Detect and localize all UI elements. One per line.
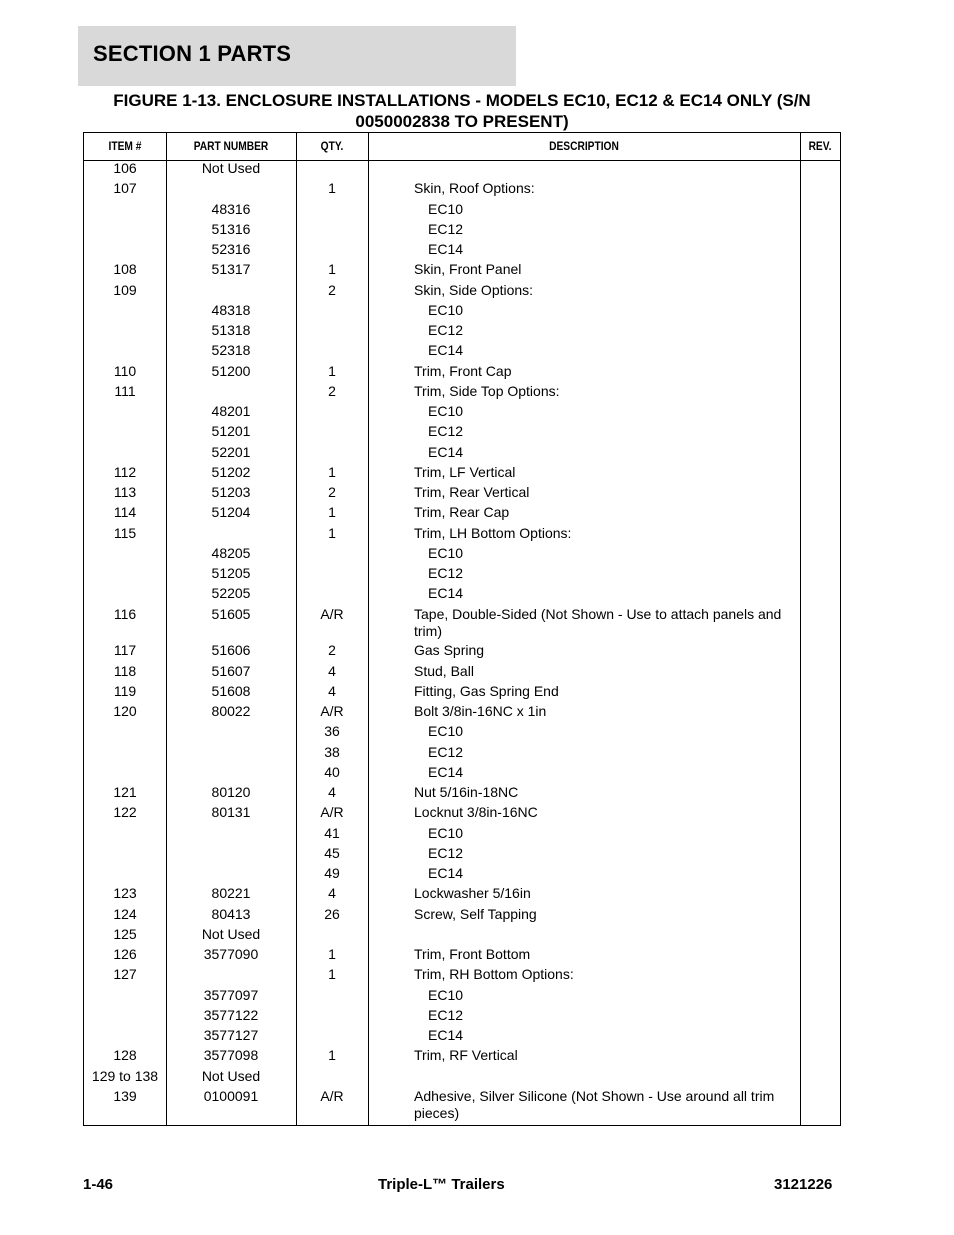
column-divider	[800, 133, 801, 1125]
description-cell: EC14	[428, 763, 464, 780]
qty-cell: 1	[328, 946, 336, 962]
item-cell: 107	[113, 180, 137, 197]
part-number-cell: 51202	[211, 463, 251, 480]
part-number-cell: 3577122	[203, 1006, 259, 1023]
qty-cell: 2	[328, 281, 336, 298]
description-cell: Trim, Front Cap	[414, 362, 512, 379]
qty-cell: 1	[328, 504, 336, 521]
description-cell: Locknut 3/8in-16NC	[414, 804, 538, 821]
qty-cell: 1	[328, 524, 336, 541]
part-number-cell: 52205	[211, 585, 251, 602]
qty-cell: A/R	[320, 804, 344, 821]
header-qty: QTY.	[320, 139, 344, 153]
description-cell: Fitting, Gas Spring End	[414, 682, 559, 699]
description-cell: EC12	[428, 565, 464, 581]
part-number-cell: 51605	[211, 605, 251, 622]
qty-cell: A/R	[320, 703, 344, 719]
description-cell: EC10	[428, 301, 464, 318]
qty-cell: 4	[328, 885, 336, 902]
part-number-cell: Not Used	[201, 160, 261, 176]
qty-cell: 1	[328, 966, 336, 983]
description-cell: EC14	[428, 585, 464, 602]
item-cell: 111	[114, 382, 136, 399]
qty-cell: 36	[324, 723, 340, 740]
section-header	[78, 26, 516, 86]
qty-cell: 38	[324, 743, 340, 760]
qty-cell: 2	[328, 642, 336, 659]
description-cell: EC12	[428, 1006, 464, 1023]
qty-cell: 2	[328, 484, 336, 500]
part-number-cell: 48318	[211, 301, 251, 318]
description-cell: EC12	[428, 844, 464, 861]
item-cell: 114	[113, 504, 137, 521]
description-cell: Trim, Rear Vertical	[414, 484, 530, 500]
item-cell: 121	[113, 784, 137, 800]
description-cell: EC10	[428, 544, 464, 561]
description-cell: EC10	[428, 403, 464, 419]
part-number-cell: 52316	[211, 241, 251, 257]
description-cell: Trim, Front Bottom	[414, 946, 531, 962]
description-cell: EC10	[428, 986, 464, 1003]
item-cell: 118	[113, 662, 137, 679]
footer-page-number: 1-46	[83, 1176, 114, 1193]
part-number-cell: 80120	[211, 784, 251, 800]
part-number-cell: 51606	[211, 642, 251, 659]
part-number-cell: Not Used	[201, 925, 261, 942]
part-number-cell: 48201	[211, 403, 251, 419]
item-cell: 116	[113, 605, 137, 622]
part-number-cell: 51201	[211, 423, 251, 440]
item-cell: 108	[113, 261, 137, 278]
description-cell: EC14	[428, 342, 464, 359]
item-cell: 109	[113, 281, 137, 298]
description-cell: EC12	[428, 220, 464, 237]
part-number-cell: 80413	[211, 905, 251, 922]
description-cell: Tape, Double-Sided (Not Shown - Use to attach panels and trim)	[414, 605, 782, 639]
part-number-cell: 51607	[211, 662, 251, 679]
item-cell: 115	[113, 524, 137, 541]
item-cell: 117	[113, 642, 137, 659]
part-number-cell: 51205	[211, 565, 251, 581]
part-number-cell: 80221	[211, 885, 251, 902]
part-number-cell: 51317	[211, 261, 251, 278]
description-cell: Skin, Side Options:	[414, 281, 534, 298]
description-cell: Trim, Rear Cap	[414, 504, 510, 521]
qty-cell: 41	[324, 824, 340, 841]
description-cell: EC10	[428, 200, 464, 217]
column-divider	[368, 133, 369, 1125]
part-number-cell: 51204	[211, 504, 251, 521]
description-cell: Skin, Roof Options:	[414, 180, 535, 197]
description-cell: Trim, RF Vertical	[414, 1047, 518, 1064]
qty-cell: 1	[328, 261, 336, 278]
description-cell: Bolt 3/8in-16NC x 1in	[414, 703, 547, 719]
item-cell: 139	[113, 1087, 137, 1104]
description-cell: Adhesive, Silver Silicone (Not Shown - Use around all trim pieces)	[414, 1087, 775, 1121]
part-number-cell: 80131	[211, 804, 251, 821]
part-number-cell: 3577090	[203, 946, 259, 962]
qty-cell: 1	[328, 463, 336, 480]
part-number-cell: 0100091	[203, 1087, 259, 1104]
qty-cell: 4	[328, 682, 336, 699]
footer-doc-number: 3121226	[774, 1176, 833, 1193]
part-number-cell: 51203	[211, 484, 251, 500]
description-cell: EC12	[428, 423, 464, 440]
header-description: DESCRIPTION	[549, 139, 619, 153]
item-cell: 122	[113, 804, 137, 821]
part-number-cell: 51318	[211, 322, 251, 338]
parts-table	[83, 132, 841, 1126]
item-cell: 129 to 138	[91, 1067, 159, 1084]
item-cell: 126	[113, 946, 137, 962]
part-number-cell: 3577127	[203, 1027, 259, 1043]
item-cell: 119	[113, 682, 137, 699]
description-cell: Trim, LH Bottom Options:	[414, 524, 572, 541]
qty-cell: 49	[324, 865, 340, 881]
qty-cell: 40	[324, 763, 340, 780]
header-part-number: PART NUMBER	[193, 139, 269, 153]
qty-cell: A/R	[320, 1087, 344, 1104]
qty-cell: 26	[324, 905, 340, 922]
description-cell: EC12	[428, 743, 464, 760]
description-cell: EC14	[428, 1027, 464, 1043]
description-cell: Stud, Ball	[414, 662, 474, 679]
description-cell: Nut 5/16in-18NC	[414, 784, 519, 800]
qty-cell: 1	[328, 362, 336, 379]
part-number-cell: Not Used	[201, 1067, 261, 1084]
description-cell: Lockwasher 5/16in	[414, 885, 531, 902]
item-cell: 128	[113, 1047, 137, 1064]
part-number-cell: 51316	[211, 220, 251, 237]
description-cell: Skin, Front Panel	[414, 261, 522, 278]
item-cell: 106	[113, 160, 137, 176]
header-item: ITEM #	[108, 139, 142, 153]
section-title: SECTION 1 PARTS	[93, 41, 292, 66]
part-number-cell: 3577097	[203, 986, 259, 1003]
description-cell: EC14	[428, 865, 464, 881]
column-divider	[166, 133, 167, 1125]
part-number-cell: 3577098	[203, 1047, 259, 1064]
item-cell: 124	[113, 905, 137, 922]
part-number-cell: 48316	[211, 200, 251, 217]
part-number-cell: 51200	[211, 362, 251, 379]
description-cell: EC14	[428, 241, 464, 257]
item-cell: 112	[113, 463, 137, 480]
description-cell: EC10	[428, 723, 464, 740]
qty-cell: A/R	[320, 605, 344, 622]
description-cell: Trim, Side Top Options:	[414, 382, 560, 399]
figure-title: FIGURE 1-13. ENCLOSURE INSTALLATIONS - MODELS EC10, EC12 & EC14 ONLY (S/N 0050002838 TO PRESENT)	[113, 91, 811, 131]
qty-cell: 4	[328, 784, 336, 800]
part-number-cell: 52201	[211, 443, 251, 460]
qty-cell: 4	[328, 662, 336, 679]
description-cell: Screw, Self Tapping	[414, 905, 537, 922]
description-cell: Trim, LF Vertical	[414, 463, 516, 480]
description-cell: EC12	[428, 322, 464, 338]
description-cell: Trim, RH Bottom Options:	[414, 966, 574, 983]
qty-cell: 45	[324, 844, 340, 861]
item-cell: 113	[113, 484, 137, 500]
footer-product: Triple-L™ Trailers	[378, 1176, 505, 1193]
description-cell: EC10	[428, 824, 464, 841]
qty-cell: 1	[328, 1047, 336, 1064]
item-cell: 125	[113, 925, 137, 942]
item-cell: 123	[113, 885, 137, 902]
description-cell: Gas Spring	[414, 642, 485, 659]
item-cell: 110	[113, 362, 137, 379]
description-cell: EC14	[428, 443, 464, 460]
item-cell: 120	[113, 703, 137, 719]
item-cell: 127	[113, 966, 137, 983]
header-rev: REV.	[808, 139, 832, 153]
part-number-cell: 80022	[211, 703, 251, 719]
part-number-cell: 51608	[211, 682, 251, 699]
qty-cell: 2	[328, 382, 336, 399]
qty-cell: 1	[328, 180, 336, 197]
part-number-cell: 48205	[211, 544, 251, 561]
part-number-cell: 52318	[211, 342, 251, 359]
